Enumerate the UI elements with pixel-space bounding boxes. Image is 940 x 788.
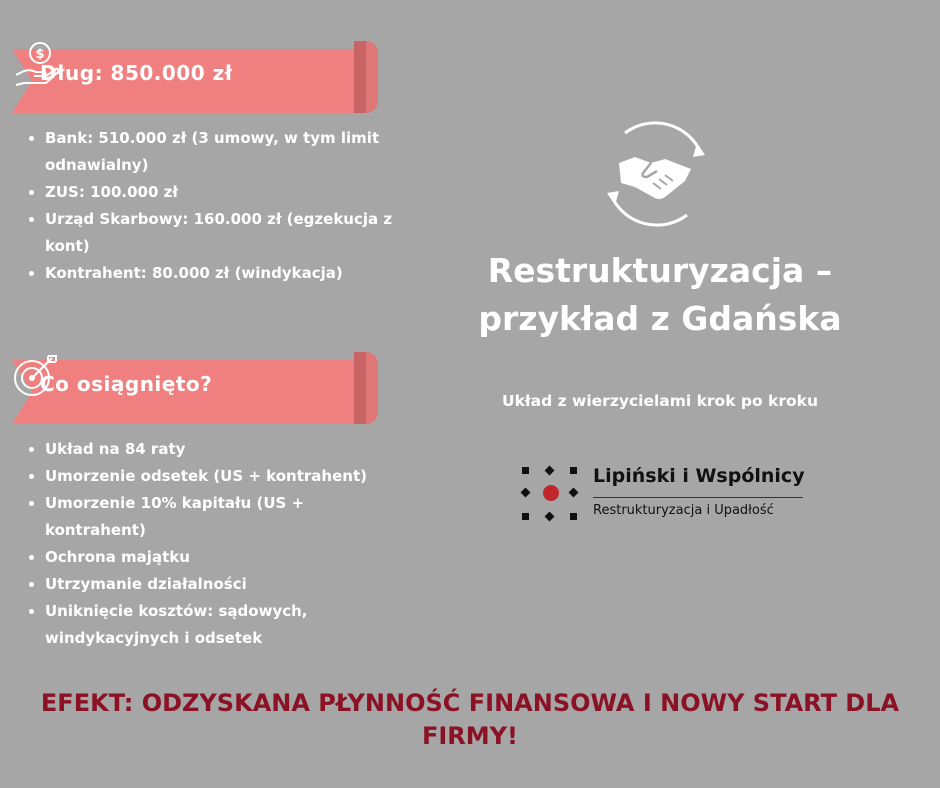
page-subtitle: Układ z wierzycielami krok po kroku	[502, 392, 818, 410]
list-item: • Umorzenie odsetek (US + kontrahent)	[45, 463, 405, 490]
target-icon	[12, 350, 60, 400]
result-banner	[12, 350, 378, 425]
handshake-cycle-icon	[595, 113, 717, 235]
debt-list	[28, 125, 405, 287]
company-name: Lipiński i Wspólnicy	[593, 465, 805, 487]
list-item: • Układ na 84 raty	[45, 436, 405, 463]
list-item: • Uniknięcie kosztów: sądowych, windykacyjnych i odsetek	[45, 598, 405, 652]
result-list	[28, 436, 405, 652]
list-item: • Ochrona majątku	[45, 544, 405, 571]
list-item: • Bank: 510.000 zł (3 umowy, w tym limit odnawialny)	[45, 125, 405, 179]
debt-title: Dług: 850.000 zł	[40, 61, 233, 85]
list-item: • Umorzenie 10% kapitału (US + kontrahent)	[45, 490, 405, 544]
page-title: Restrukturyzacja – przykład z Gdańska	[478, 251, 842, 338]
company-logo-mark	[518, 463, 584, 525]
list-item: • Urząd Skarbowy: 160.000 zł (egzekucja z kont)	[45, 206, 405, 260]
effect-statement: EFEKT: ODZYSKANA PŁYNNOŚĆ FINANSOWA I NOWY START DLA FIRMY!	[40, 689, 900, 750]
svg-text:$: $	[35, 47, 45, 62]
list-item: • Utrzymanie działalności	[45, 571, 405, 598]
result-title: Co osiągnięto?	[40, 372, 213, 396]
money-hand-icon	[12, 39, 60, 89]
logo-divider	[593, 497, 803, 498]
company-tagline: Restrukturyzacja i Upadłość	[593, 503, 774, 518]
list-item: • Kontrahent: 80.000 zł (windykacja)	[45, 260, 405, 287]
debt-banner	[12, 39, 378, 114]
list-item: • ZUS: 100.000 zł	[45, 179, 405, 206]
